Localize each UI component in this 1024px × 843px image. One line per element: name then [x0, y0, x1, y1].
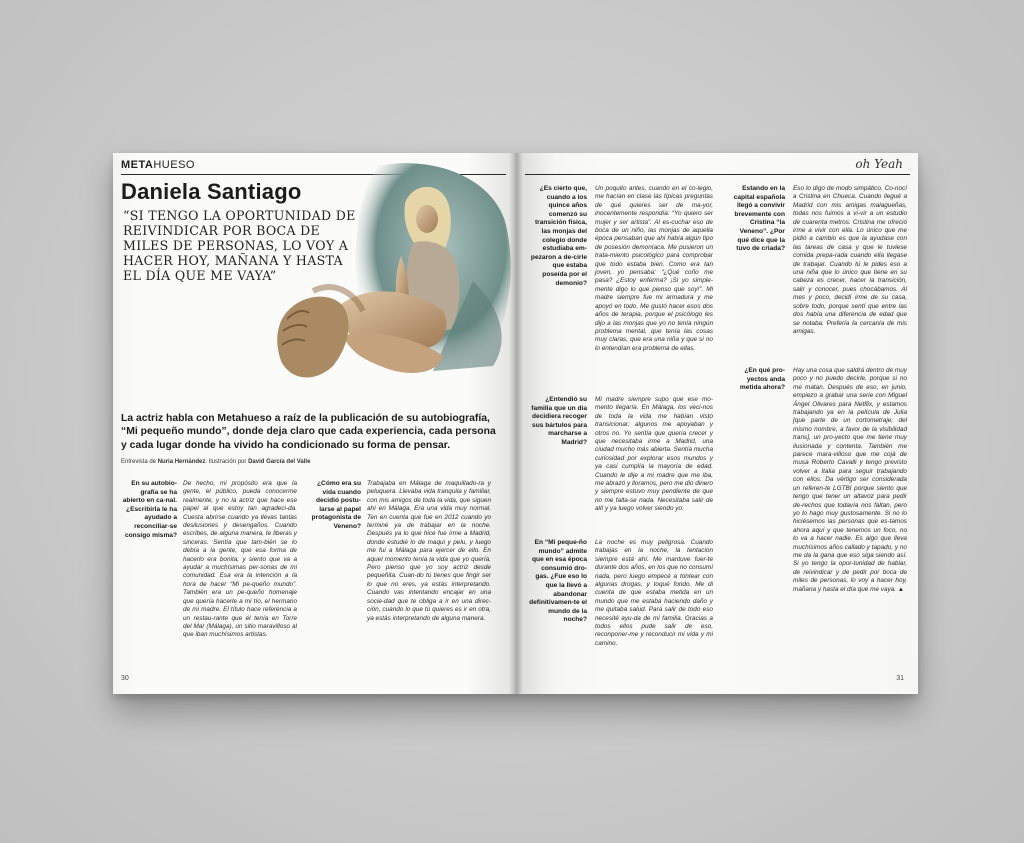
pull-quote: “SI TENGO LA OPORTUNIDAD DE REIVINDICAR POR BOCA DE MILES DE PERSONAS, LO VOY A HACER HOY, MAÑANA Y HASTA EL DÍA QUE ME VAYA” [123, 208, 356, 283]
interview-answer: Hay una cosa que saldrá dentro de muy poco y no puedo decirle, porque si no me matan. Después de eso, en junio, empiezo a grabar una serie con Miguel Ángel Olivares para Netflix, y estamos trabajando ya en la película de Julia [que parte de un cortometraje, del mismo nombre, a favor de la visibilidad trans], un pro-yecto que me tiene muy ilusionada y contenta. También me parece mara-villoso que me cojá de musa Roberto Cavalli y tengo previsto volver a Italia para seguir trabajando con ellos. Da vértigo ser considerada un referen-te LGTBI porque siento que tengo que tener un altavoz para pedir de-rechos que todavía nos faltan, pero yo lo hago muy gustosamente. Si no lo hiciésemos las personas que es-tamos ahora aquí y que tenemos un foco, no lo va a hacer nadie. Es algo que lleva muchísimos años callado y tapado, y no me da la gana que eso siga siendo así. Si yo tengo la opor-tunidad de hablar, de reivindicar y de pedir por boca de miles de personas, lo voy a hacer hoy, mañana y hasta el día que me vaya. ▲ [793, 367, 907, 593]
interview-question: Estando en la capital española llegó a convivir brevemente con Cristina “la Veneno”. ¿Por qué dice que la tuvo de criada? [733, 185, 785, 253]
interview-answer: Trabajaba en Málaga de maquillado-ra y peluquera. Llevaba vida tranquila y familiar, con mis amigos de toda la vida, que siguen ahí en Málaga. Era una vida muy normal. Ten en cuenta que fue en 2012 cuando yo terminé ya de trabajar en la noche. Después ya lo que hice fue irme a Madrid, donde estudié lo de maqui y pelu, y luego me fui a Málaga para ejercer de ello. En aquel momento tenía la vida que yo quería. Pero pienso que yo soy actriz desde pequeñita. Cuan-do tú tienes que fingir ser lo que no eres, ya estás interpretando. Cuando vas intentando encajar en una socie-dad que te obliga a ir en una direc-ción, cuando lo que tú quieres es ir en otra, ya estás interpretando de alguna manera. [367, 480, 491, 622]
interview-question: ¿Es cierto que, cuando a los quince años comenzó su transición física, las monjas del colegio donde estudiaba em-pezaron a de-cirle que estaba poseída por el demonio? [530, 185, 587, 287]
interview-answer: Eso lo digo de modo simpático. Co-nocí a Cristina en Chueca. Cuando llegué a Madrid con mis amigas malagueñas, todas nos fuimos a vi-vir a un estudio de cuarenta metros. Cristina me ofreció irme a vivir con ella. Lo único que me pidió a cambio es que la ayudase con las tareas de casa y que le tuviese comida prepa-rada cuando ella llegase de trabajar. Cuando tú le pides eso a una niña que lo único que tiene en su cabeza es crecer, hacer la transición, salir y conocer, pues chocábamos. Al mes y poco, decidí irme de su casa, sobre todo, porque sentí que entre las dos había una diferencia de edad que se notaba. Prefería la cercanía de mis amigas. [793, 185, 907, 335]
magazine-spread [113, 153, 918, 694]
page-number: 30 [121, 675, 129, 682]
interview-question: En su autobio-grafía se ha abierto en ca-nal. ¿Escribirla le ha ayudado a reconciliar-se consigo misma? [122, 480, 177, 539]
section-brand: oh Yeah [855, 157, 903, 171]
interview-question: ¿Entendió su familia que un día decidiera recoger sus bártulos para marcharse a Madrid? [531, 396, 587, 446]
spine-gutter [509, 153, 523, 694]
article-credits: Entrevista de Nuria Hernández. Ilustración por David García del Valle [121, 459, 311, 465]
interview-answer: De hecho, mi propósito era que la gente, el público, pueda conocerme realmente, y no la actriz que hace ese papel al que estoy tan agradeci-da. Cuesta abrirse cuando ya llevas tantas desilusiones y desengaños. Cuando escribes, de alguna manera, te liberas y sinceras. Sentía que tam-bién se lo debía a la gente, que esa forma de hacerlo era bonita, y siento que va a ayudar a muchísimas per-sonas de mi comunidad. Esa era la intención a la hora de hacer “Mi pe-queño mundo”. También era un pe-queño homenaje que quería hacerle a mi tío, el hermano de mi madre. El título hace referencia a un restau-rante que él tenía en Torre del Mar (Málaga), un sitio maravilloso al que iban muchísimos artistas. [183, 480, 297, 639]
interview-question: ¿En qué pro-yectos anda metida ahora? [739, 367, 785, 392]
page-number: 31 [896, 675, 904, 682]
interview-question: En “Mi peque-ño mundo” admite que en esa época consumió dro-gas. ¿Fue eso lo que la llevó a abandonar definitivamen-te el mundo de la noche? [529, 539, 587, 624]
interview-answer: La noche es muy peligrosa. Cuando trabajas en la noche, la tentación siempre está ahí. Me mantuve fuer-te durante dos años, en los que no consumí nada, pero luego empecé a tontear con algunas drogas, y toqué fondo. Me di cuenta de que estaba metida en un mundo que me estaba haciendo daño y me quitaba salud. Para salir de todo eso necesité ayu-da de mi familia. Gracias a todos ellos pude salir de eso, reconponer-me y reconducir mi vida y mi camino. [595, 539, 713, 647]
header-rule [525, 174, 910, 175]
interview-question: ¿Cómo era su vida cuando decidió postu-larse al papel protagonista de Veneno? [311, 480, 361, 530]
article-title: Daniela Santiago [121, 179, 302, 204]
left-page [113, 153, 515, 694]
interview-answer: Un poquito antes, cuando en el co-legio, me hacían en clase las típicas preguntas de qué quieres ser de ma-yor, inocentemente respondía: “Yo quiero ser mujer y ser artista”. Al es-cuchar eso de boca de un niño, las monjas de aquella época pensaban que ahí había algún tipo de posesión demoníaca. Me pusieron un trata-miento psicológico para comprobar que todo estaba bien. Como era tan joven, yo pensaba: “¿Qué coño me pasa? ¿Estoy enferma? ¡Si yo simple-mente digo lo que pienso que soy!”. Mi madre siempre fue mi armadura y me apoyó en todo. Me gustó hacer esos dos años de terapia, porque el psicólogo les dijo a las monjas que yo no tenía ningún problema mental, que tenía las cosas muy claras, que era una niña y que si no lo entendían era problema de ellas. [595, 185, 713, 352]
right-page [515, 153, 918, 694]
article-intro: La actriz habla con Metahueso a raíz de la publicación de su autobiografía, “Mi pequeño mundo”, donde deja claro que cada experiencia, cada persona y cada lugar donde ha vivido ha condicionado su forma de pensar. [121, 413, 496, 451]
interview-answer: Mi madre siempre supo que ese mo-mento llegaría. En Málaga, los veci-nos de toda la vida me habían visto transicionar; algunos me apoyaban y otros no. Yo sentía que quería crecer y que necesitaba irme a Madrid, una ciudad mucho más abierta. Sentía mucha curiosidad por explorar esos mundos y ya casi cumplía la mayoría de edad. Cuando le dije a mi madre que me iba, me abrazó y lloramos, pero me dio dinero y siempre estuvo muy pendiente de que no me falta-se nada. Necesitaba salir de allí y ya luego volver siendo yo. [595, 396, 713, 513]
magazine-logo: METAHUESO [121, 159, 195, 171]
